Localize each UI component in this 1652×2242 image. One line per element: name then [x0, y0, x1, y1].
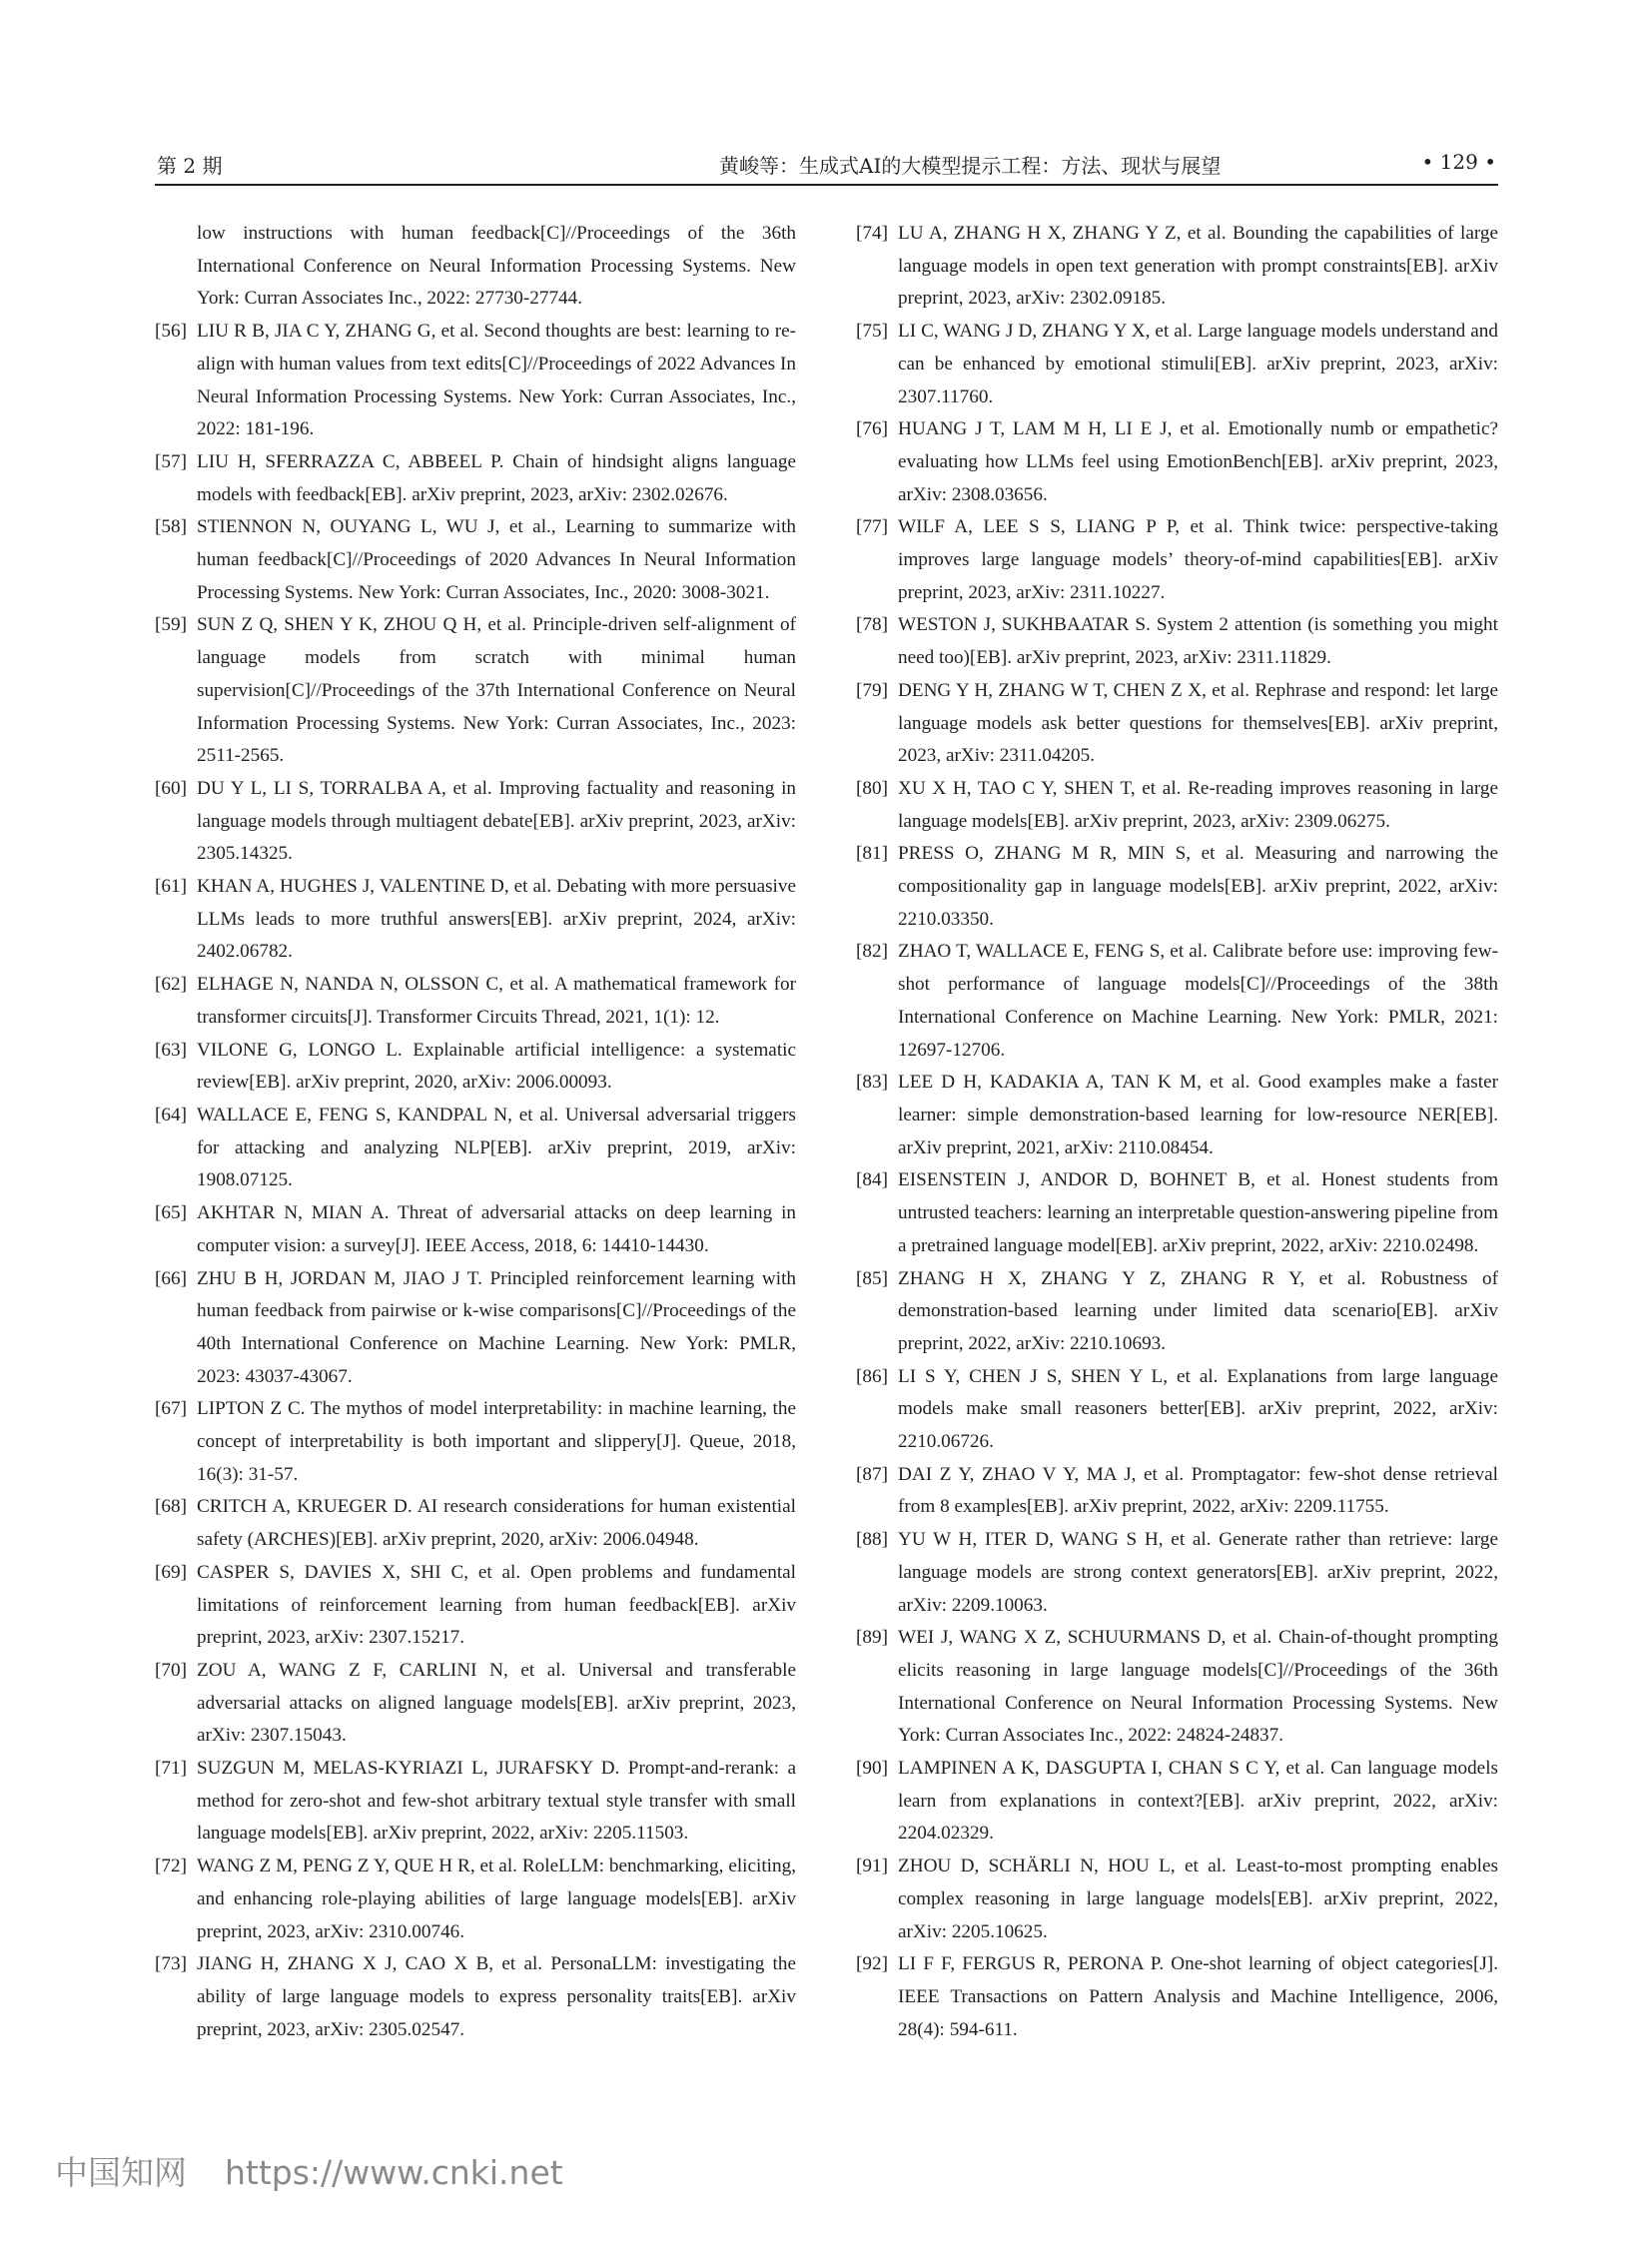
- reference-item: [155, 969, 796, 1034]
- reference-number: [74]: [856, 223, 888, 244]
- reference-text: HUANG J T, LAM M H, LI E J, et al. Emotionally numb or empathetic? evaluating how LLMs feel using EmotionBench[EB]. arXiv preprint, 2023, arXiv: 2308.03656.: [898, 418, 1498, 505]
- reference-item: [155, 1851, 796, 1948]
- reference-item: [856, 1753, 1498, 1851]
- reference-number: [79]: [856, 679, 888, 701]
- reference-number: [56]: [155, 321, 187, 343]
- reference-text: CASPER S, DAVIES X, SHI C, et al. Open problems and fundamental limitations of reinforcement learning from human feedback[EB]. arXiv preprint, 2023, arXiv: 2307.15217.: [197, 1561, 796, 1649]
- site-url[interactable]: https://www.cnki.net: [225, 2153, 563, 2192]
- page-number: • 129 •: [1421, 150, 1496, 174]
- reference-item: [856, 1948, 1498, 2046]
- reference-number: [75]: [856, 321, 888, 343]
- reference-item: [155, 1655, 796, 1753]
- reference-item: [856, 1361, 1498, 1459]
- reference-text: AKHTAR N, MIAN A. Threat of adversarial attacks on deep learning in computer vision: a survey[J]. IEEE Access, 2018, 6: 14410-14430.: [197, 1202, 796, 1256]
- reference-number: [86]: [856, 1365, 888, 1387]
- reference-text: LEE D H, KADAKIA A, TAN K M, et al. Good examples make a faster learner: simple demonstration-based learning for low-resource NER[EB]. arXiv preprint, 2021, arXiv: 2110.08454.: [898, 1072, 1498, 1158]
- reference-number: [71]: [155, 1758, 187, 1780]
- reference-number: [66]: [155, 1267, 187, 1289]
- reference-text: ELHAGE N, NANDA N, OLSSON C, et al. A mathematical framework for transformer circuits[J]. Transformer Circuits Thread, 2021, 1(1): 12.: [197, 974, 796, 1028]
- reference-number: [58]: [155, 516, 187, 538]
- reference-text: LIU R B, JIA C Y, ZHANG G, et al. Second thoughts are best: learning to re-align with human values from text edits[C]//Proceedings of 2022 Advances In Neural Information Processing Systems. New York: Curran Associates, Inc., 2022: 181-196.: [197, 321, 796, 440]
- reference-number: [85]: [856, 1267, 888, 1289]
- reference-text: DENG Y H, ZHANG W T, CHEN Z X, et al. Rephrase and respond: let large language models ask better questions for themselves[EB]. arXiv preprint, 2023, arXiv: 2311.04205.: [898, 679, 1498, 767]
- reference-number: [76]: [856, 418, 888, 440]
- reference-list-left: [155, 316, 796, 2046]
- reference-number: [87]: [856, 1463, 888, 1485]
- reference-item: [155, 511, 796, 609]
- reference-number: [77]: [856, 516, 888, 538]
- reference-item: [155, 316, 796, 446]
- reference-text: EISENSTEIN J, ANDOR D, BOHNET B, et al. Honest students from untrusted teachers: learning an interpretable question-answering pipeline from a pretrained language model[EB]. arXiv preprint, 2022, arXiv: 2210.02498.: [898, 1169, 1498, 1256]
- reference-text: JIANG H, ZHANG X J, CAO X B, et al. PersonaLLM: investigating the ability of large language models to express personality traits[EB]. arXiv preprint, 2023, arXiv: 2305.02547.: [197, 1953, 796, 2040]
- reference-item: [856, 936, 1498, 1067]
- page-header: [155, 148, 1498, 186]
- reference-number: [82]: [856, 941, 888, 963]
- reference-text: WALLACE E, FENG S, KANDPAL N, et al. Universal adversarial triggers for attacking and analyzing NLP[EB]. arXiv preprint, 2019, arXiv: 1908.07125.: [197, 1104, 796, 1191]
- reference-text: SUZGUN M, MELAS-KYRIAZI L, JURAFSKY D. Prompt-and-rerank: a method for zero-shot and few-shot arbitrary textual style transfer with small language models[EB]. arXiv preprint, 2022, arXiv: 2205.11503.: [197, 1758, 796, 1845]
- reference-text: SUN Z Q, SHEN Y K, ZHOU Q H, et al. Principle-driven self-alignment of language models from scratch with minimal human supervision[C]//Proceedings of the 37th International Conference on Neural Information Processing Systems. New York: Curran Associates, Inc., 2023: 2511-2565.: [197, 614, 796, 767]
- running-title: 黄峻等：生成式AI的大模型提示工程：方法、现状与展望: [719, 154, 1222, 178]
- reference-number: [84]: [856, 1169, 888, 1191]
- reference-text: LAMPINEN A K, DASGUPTA I, CHAN S C Y, et al. Can language models learn from explanations in context?[EB]. arXiv preprint, 2022, arXiv: 2204.02329.: [898, 1758, 1498, 1845]
- reference-number: [83]: [856, 1072, 888, 1094]
- reference-number: [88]: [856, 1529, 888, 1551]
- reference-item: [856, 1622, 1498, 1753]
- reference-item: [155, 1491, 796, 1556]
- reference-item: [856, 1263, 1498, 1361]
- reference-item: [856, 1459, 1498, 1524]
- reference-text: VILONE G, LONGO L. Explainable artificial intelligence: a systematic review[EB]. arXiv preprint, 2020, arXiv: 2006.00093.: [197, 1039, 796, 1094]
- reference-number: [57]: [155, 450, 187, 472]
- reference-number: [61]: [155, 876, 187, 898]
- reference-number: [81]: [856, 843, 888, 865]
- reference-number: [67]: [155, 1398, 187, 1420]
- reference-text: LU A, ZHANG H X, ZHANG Y Z, et al. Bounding the capabilities of large language models in open text generation with prompt constraints[EB]. arXiv preprint, 2023, arXiv: 2302.09185.: [898, 223, 1498, 310]
- reference-text: PRESS O, ZHANG M R, MIN S, et al. Measuring and narrowing the compositionality gap in language models[EB]. arXiv preprint, 2022, arXiv: 2210.03350.: [898, 843, 1498, 930]
- reference-item: [856, 1524, 1498, 1622]
- reference-number: [68]: [155, 1496, 187, 1518]
- reference-text: DAI Z Y, ZHAO V Y, MA J, et al. Promptagator: few-shot dense retrieval from 8 examples[EB]. arXiv preprint, 2022, arXiv: 2209.11755.: [898, 1463, 1498, 1518]
- reference-number: [80]: [856, 777, 888, 799]
- reference-text: DU Y L, LI S, TORRALBA A, et al. Improving factuality and reasoning in language models through multiagent debate[EB]. arXiv preprint, 2023, arXiv: 2305.14325.: [197, 777, 796, 865]
- reference-text: ZOU A, WANG Z F, CARLINI N, et al. Universal and transferable adversarial attacks on aligned language models[EB]. arXiv preprint, 2023, arXiv: 2307.15043.: [197, 1659, 796, 1747]
- reference-item: [155, 1197, 796, 1262]
- reference-text: LI F F, FERGUS R, PERONA P. One-shot learning of object categories[J]. IEEE Transactions on Pattern Analysis and Machine Intelligence, 2006, 28(4): 594-611.: [898, 1953, 1498, 2040]
- reference-item: [155, 1948, 796, 2046]
- reference-number: [64]: [155, 1104, 187, 1125]
- reference-text: low instructions with human feedback[C]//Proceedings of the 36th International Conference on Neural Information Processing Systems. New York: Curran Associates Inc., 2022: 27730-27744.: [197, 223, 796, 310]
- reference-text: ZHANG H X, ZHANG Y Z, ZHANG R Y, et al. Robustness of demonstration-based learning under limited data scenario[EB]. arXiv preprint, 2022, arXiv: 2210.10693.: [898, 1267, 1498, 1354]
- reference-continuation: [155, 218, 796, 316]
- reference-text: WESTON J, SUKHBAATAR S. System 2 attention (is something you might need too)[EB]. arXiv preprint, 2023, arXiv: 2311.11829.: [898, 614, 1498, 669]
- reference-number: [89]: [856, 1627, 888, 1649]
- reference-item: [155, 609, 796, 773]
- reference-item: [856, 1851, 1498, 1948]
- reference-item: [155, 446, 796, 511]
- left-column: [155, 218, 796, 2046]
- reference-number: [70]: [155, 1659, 187, 1681]
- site-name: 中国知网: [55, 2153, 187, 2192]
- reference-text: YU W H, ITER D, WANG S H, et al. Generate rather than retrieve: large language models are strong context generators[EB]. arXiv preprint, 2022, arXiv: 2209.10063.: [898, 1529, 1498, 1616]
- reference-item: [856, 1067, 1498, 1164]
- reference-item: [856, 838, 1498, 936]
- reference-list-right: [856, 218, 1498, 2046]
- right-column: [856, 218, 1498, 2046]
- reference-text: XU X H, TAO C Y, SHEN T, et al. Re-reading improves reasoning in large language models[EB]. arXiv preprint, 2023, arXiv: 2309.06275.: [898, 777, 1498, 832]
- reference-number: [90]: [856, 1758, 888, 1780]
- reference-number: [72]: [155, 1856, 187, 1877]
- reference-item: [856, 413, 1498, 511]
- reference-item: [155, 773, 796, 871]
- reference-number: [65]: [155, 1202, 187, 1224]
- reference-item: [155, 1263, 796, 1394]
- reference-number: [69]: [155, 1561, 187, 1583]
- reference-number: [92]: [856, 1953, 888, 1975]
- reference-text: KHAN A, HUGHES J, VALENTINE D, et al. Debating with more persuasive LLMs leads to more truthful answers[EB]. arXiv preprint, 2024, arXiv: 2402.06782.: [197, 876, 796, 963]
- reference-text: ZHU B H, JORDAN M, JIAO J T. Principled reinforcement learning with human feedback from pairwise or k-wise comparisons[C]//Proceedings of the 40th International Conference on Machine Learning. New York: PMLR, 2023: 43037-43067.: [197, 1267, 796, 1387]
- watermark-footer: [55, 2147, 563, 2194]
- reference-text: STIENNON N, OUYANG L, WU J, et al., Learning to summarize with human feedback[C]//Proceedings of 2020 Advances In Neural Information Processing Systems. New York: Curran Associates, Inc., 2020: 3008-3021.: [197, 516, 796, 603]
- reference-number: [78]: [856, 614, 888, 636]
- reference-text: WILF A, LEE S S, LIANG P P, et al. Think twice: perspective-taking improves large language models’ theory-of-mind capabilities[EB]. arXiv preprint, 2023, arXiv: 2311.10227.: [898, 516, 1498, 603]
- reference-text: LIPTON Z C. The mythos of model interpretability: in machine learning, the concept of interpretability is both important and slippery[J]. Queue, 2018, 16(3): 31-57.: [197, 1398, 796, 1485]
- reference-text: CRITCH A, KRUEGER D. AI research considerations for human existential safety (ARCHES)[EB]. arXiv preprint, 2020, arXiv: 2006.04948.: [197, 1496, 796, 1551]
- reference-number: [62]: [155, 974, 187, 996]
- reference-item: [155, 1557, 796, 1655]
- reference-item: [155, 1753, 796, 1851]
- reference-item: [155, 1100, 796, 1197]
- reference-number: [73]: [155, 1953, 187, 1975]
- reference-item: [155, 1035, 796, 1100]
- reference-item: [856, 316, 1498, 413]
- reference-text: WANG Z M, PENG Z Y, QUE H R, et al. RoleLLM: benchmarking, eliciting, and enhancing role-playing abilities of large language models[EB]. arXiv preprint, 2023, arXiv: 2310.00746.: [197, 1856, 796, 1942]
- reference-text: ZHAO T, WALLACE E, FENG S, et al. Calibrate before use: improving few-shot performance of language models[C]//Proceedings of the 38th International Conference on Machine Learning. New York: PMLR, 2021: 12697-12706.: [898, 941, 1498, 1061]
- reference-item: [856, 218, 1498, 316]
- reference-item: [155, 1393, 796, 1491]
- reference-item: [856, 609, 1498, 674]
- reference-item: [856, 675, 1498, 773]
- reference-item: [155, 871, 796, 969]
- reference-text: LIU H, SFERRAZZA C, ABBEEL P. Chain of hindsight aligns language models with feedback[EB]. arXiv preprint, 2023, arXiv: 2302.02676.: [197, 450, 796, 505]
- reference-number: [60]: [155, 777, 187, 799]
- reference-text: LI S Y, CHEN J S, SHEN Y L, et al. Explanations from large language models make small reasoners better[EB]. arXiv preprint, 2022, arXiv: 2210.06726.: [898, 1365, 1498, 1453]
- reference-text: LI C, WANG J D, ZHANG Y X, et al. Large language models understand and can be enhanced by emotional stimuli[EB]. arXiv preprint, 2023, arXiv: 2307.11760.: [898, 321, 1498, 407]
- reference-item: [856, 773, 1498, 838]
- reference-number: [91]: [856, 1856, 888, 1877]
- journal-issue: 第 2 期: [157, 154, 223, 178]
- reference-text: WEI J, WANG X Z, SCHUURMANS D, et al. Chain-of-thought prompting elicits reasoning in large language models[C]//Proceedings of the 36th International Conference on Neural Information Processing Systems. New York: Curran Associates Inc., 2022: 24824-24837.: [898, 1627, 1498, 1747]
- reference-number: [59]: [155, 614, 187, 636]
- reference-item: [856, 511, 1498, 609]
- reference-text: ZHOU D, SCHÄRLI N, HOU L, et al. Least-to-most prompting enables complex reasoning in large language models[EB]. arXiv preprint, 2022, arXiv: 2205.10625.: [898, 1856, 1498, 1942]
- reference-number: [63]: [155, 1039, 187, 1061]
- reference-item: [856, 1164, 1498, 1262]
